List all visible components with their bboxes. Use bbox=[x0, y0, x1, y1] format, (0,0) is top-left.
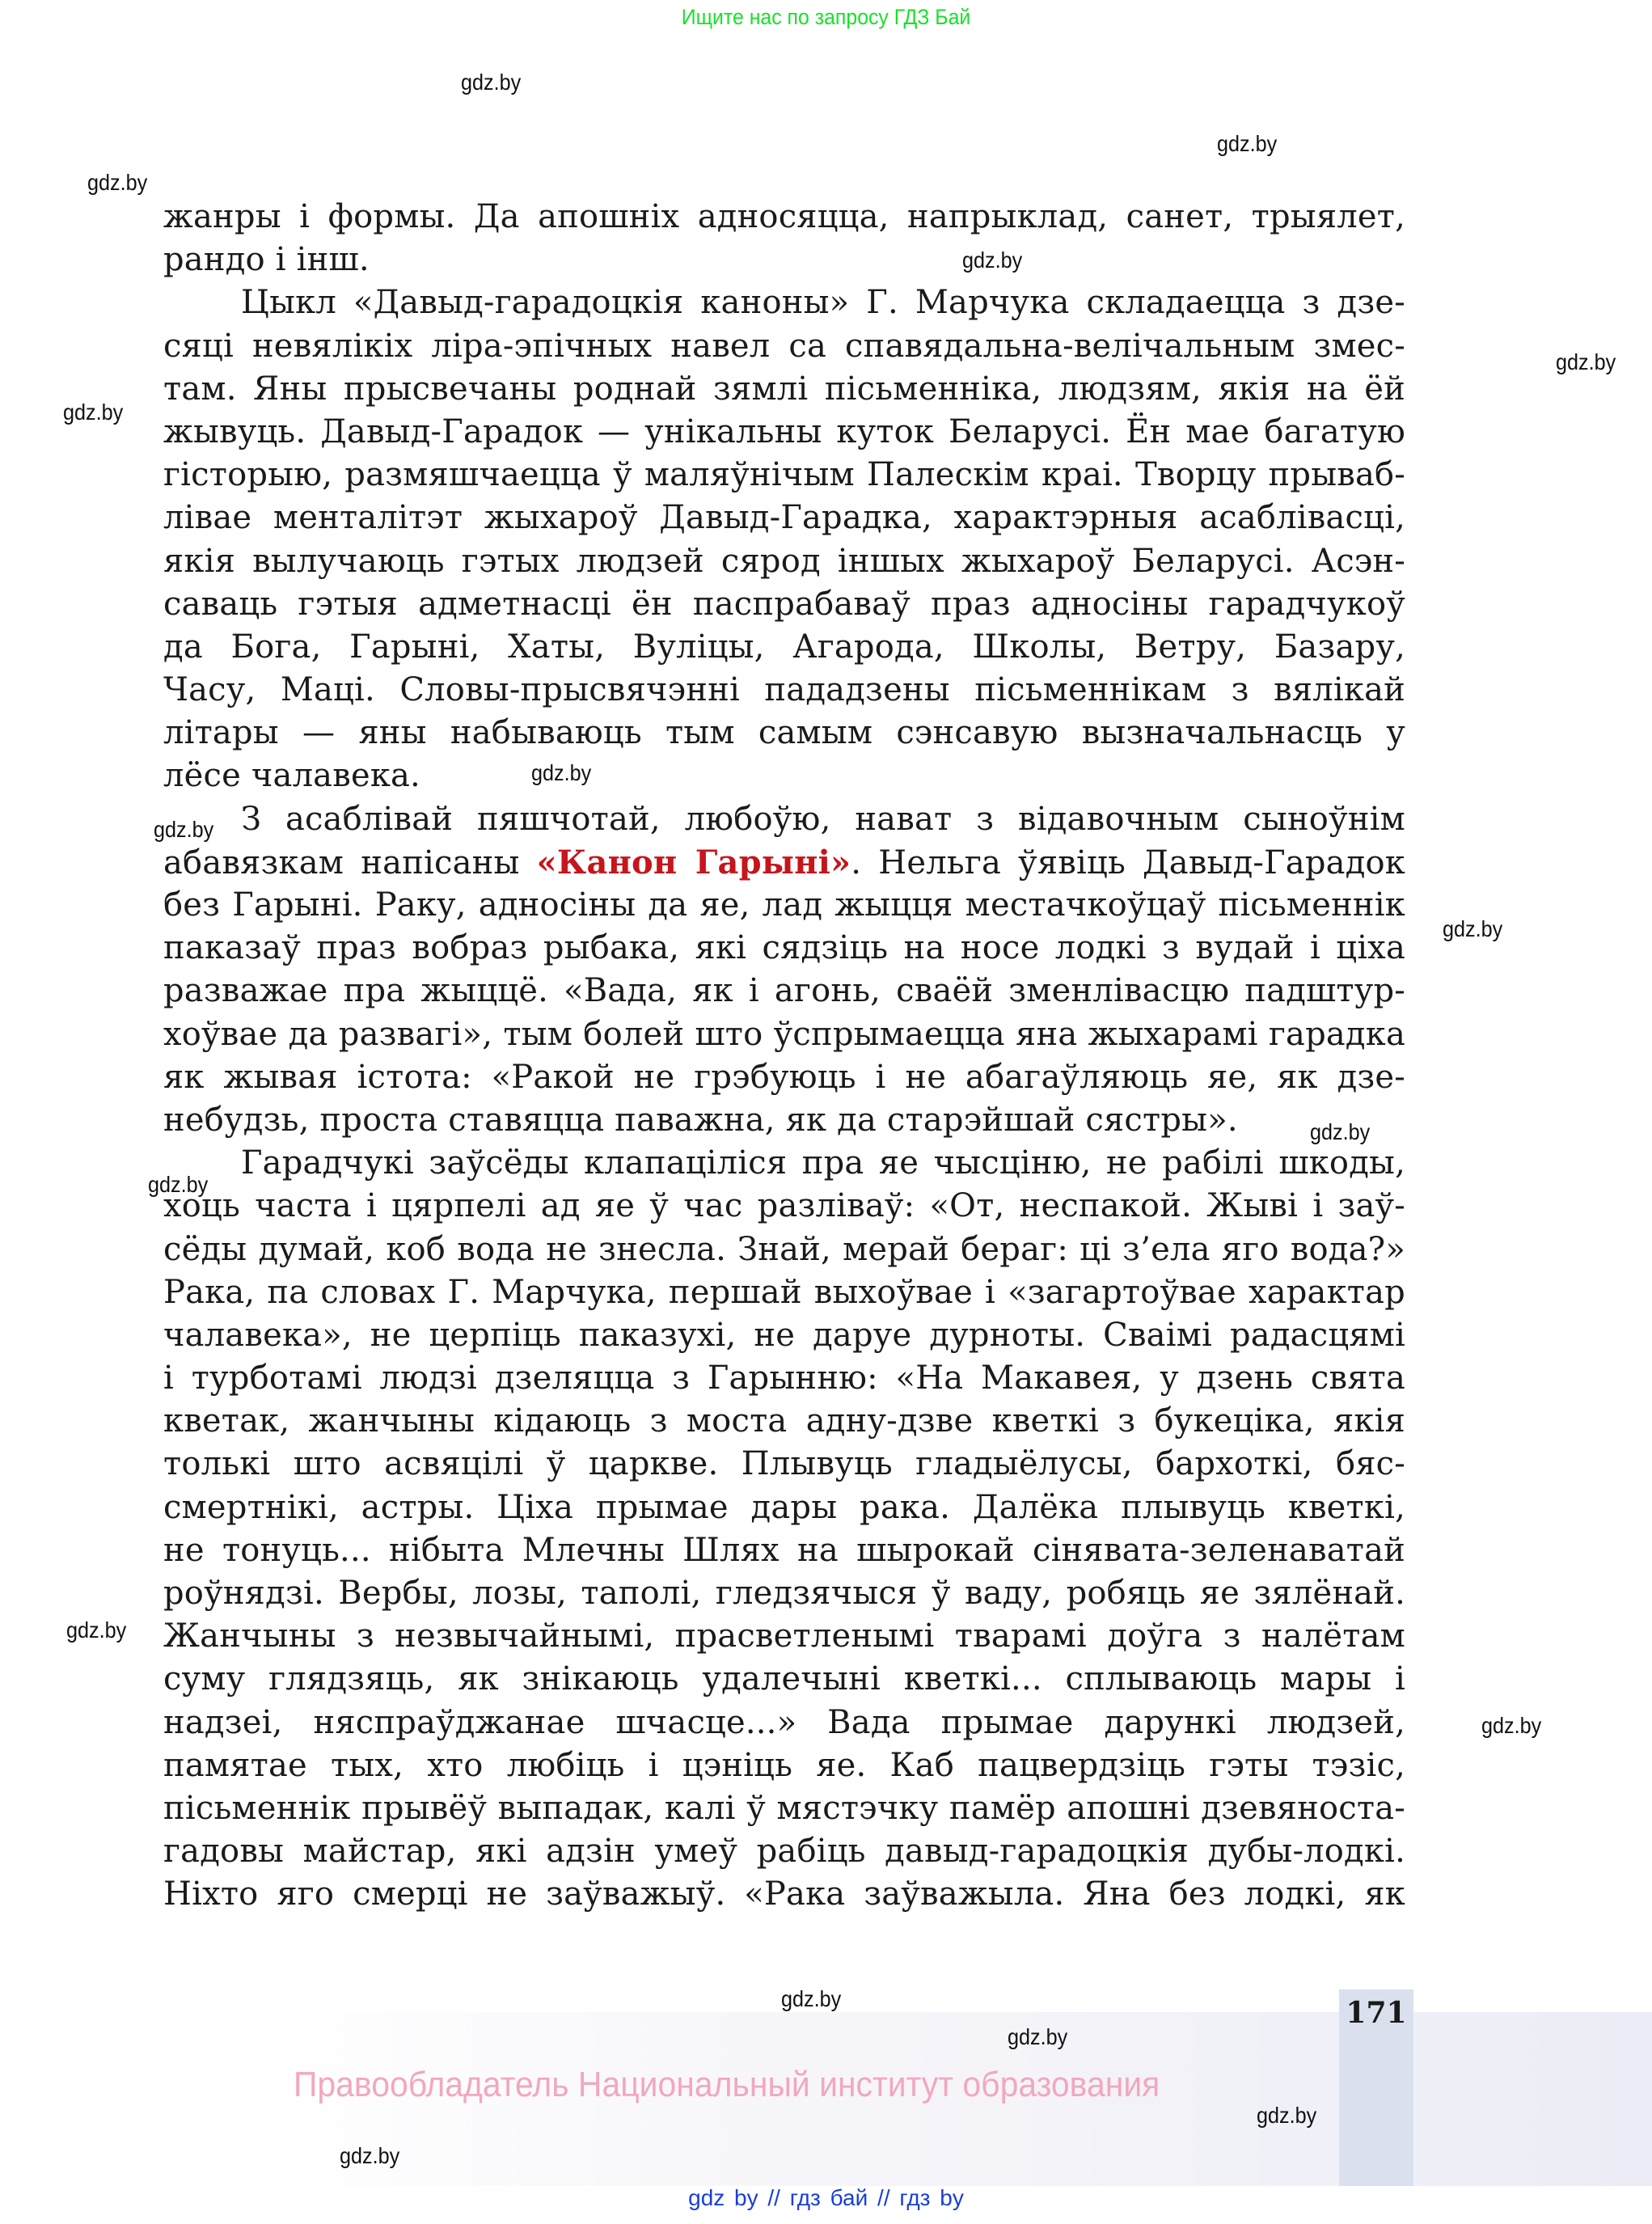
watermark: gdz.by bbox=[148, 1172, 209, 1197]
watermark: gdz.by bbox=[962, 247, 1023, 273]
watermark: gdz.by bbox=[87, 170, 148, 195]
text-line: небудзь, проста ставяцца паважна, як да старэйшай сястры». bbox=[163, 1101, 1238, 1139]
watermark: gdz.by bbox=[63, 400, 124, 425]
text-line: рандо і інш. bbox=[163, 241, 370, 279]
text-line: Гарадчукі заўсёды клапаціліся пра яе чысціню, не рабілі шкоды, bbox=[241, 1144, 1405, 1182]
text-line: пісьменнік прывёў выпадак, калі ў мястэчку памёр апошні дзевяноста- bbox=[163, 1789, 1405, 1827]
text-line: кветак, жанчыны кідаюць з моста адну-дзве кветкі з букеціка, якія bbox=[163, 1402, 1405, 1440]
text-line: жанры і формы. Да апошніх адносяцца, напрыклад, санет, трыялет, bbox=[163, 198, 1405, 235]
watermark: gdz.by bbox=[340, 2143, 400, 2168]
text-fragment: . Нельга ўявіць Давыд-Гарадок bbox=[851, 844, 1406, 882]
search-banner: Ищите нас по запросу ГДЗ Бай bbox=[681, 5, 971, 29]
watermark: gdz.by bbox=[154, 817, 214, 842]
text-line: сёды думай, коб вода не знесла. Знай, мерай бераг: ці з’ела яго вода?» bbox=[163, 1230, 1405, 1268]
text-line: Цыкл «Давыд-гарадоцкія каноны» Г. Марчука складаецца з дзе- bbox=[241, 284, 1405, 322]
text-line: і турботамі людзі дзеляцца з Гарынню: «На Макавея, у дзень свята bbox=[163, 1359, 1405, 1397]
text-line: З асаблівай пяшчотай, любоўю, нават з відавочным сыноўнім bbox=[241, 800, 1405, 838]
work-title-highlight: «Канон Гарыні» bbox=[536, 843, 851, 882]
watermark: gdz.by bbox=[531, 760, 592, 785]
text-line: роўнядзі. Вербы, лозы, таполі, гледзячыся ў ваду, робяць яе зялёнай. bbox=[163, 1575, 1405, 1612]
text-line: якія вылучаюць гэтых людзей сярод іншых жыхароў Беларусі. Асэн- bbox=[163, 542, 1405, 580]
text-line: памятае тых, хто любіць і цэніць яе. Каб пацвердзіць гэты тэзіс, bbox=[163, 1746, 1405, 1784]
watermark: gdz.by bbox=[1217, 131, 1278, 156]
text-line: разважае пра жыццё. «Вада, як і агонь, сваёй зменлівасцю падштур- bbox=[163, 972, 1405, 1010]
page-number: 171 bbox=[1346, 1996, 1407, 2030]
text-line: лёсе чалавека. bbox=[163, 757, 420, 795]
text-line: жывуць. Давыд-Гарадок — унікальны куток Беларусі. Ён мае багатую bbox=[163, 412, 1405, 450]
watermark: gdz.by bbox=[1310, 1119, 1371, 1144]
text-line: не тонуць... нібыта Млечны Шлях на шырокай сінявата-зеленаватай bbox=[163, 1531, 1405, 1569]
text-line: суму глядзяць, як знікаюць удалечыні кветкі... сплываюць мары і bbox=[163, 1660, 1405, 1698]
text-line: літары — яны набываюць тым самым сэнсавую вызначальнасць у bbox=[163, 714, 1405, 752]
text-line: хоўвае да развагі», тым болей што ўспрымаецца яна жыхарамі гарадка bbox=[163, 1015, 1405, 1053]
body-text bbox=[163, 196, 1405, 1917]
text-line: Жанчыны з незвычайнымі, прасветленымі тварамі доўга з налётам bbox=[163, 1617, 1405, 1655]
text-line: без Гарыні. Раку, адносіны да яе, лад жыцця местачкоўцаў пісьменнік bbox=[163, 886, 1405, 924]
watermark: gdz.by bbox=[1443, 916, 1503, 941]
text-line: толькі што асвяцілі ў царкве. Плывуць гладыёлусы, бархоткі, бяс- bbox=[163, 1445, 1405, 1483]
text-line: чалавека», не церпіць паказухі, не даруе дурноты. Сваімі радасцямі bbox=[163, 1316, 1405, 1354]
text-line: лівае менталітэт жыхароў Давыд-Гарадка, характэрныя асаблівасці, bbox=[163, 499, 1405, 537]
watermark: gdz.by bbox=[1556, 349, 1616, 374]
footer-links[interactable]: gdz by // гдз бай // гдз by bbox=[688, 2185, 964, 2210]
text-line: надзеі, няспраўджанае шчасце...» Вада прымае дарункі людзей, bbox=[163, 1703, 1405, 1741]
text-line: паказаў праз вобраз рыбака, які сядзіць на носе лодкі з вудай і ціха bbox=[163, 929, 1405, 967]
text-line: гадовы майстар, які адзін умеў рабіць давыд-гарадоцкія дубы-лодкі. bbox=[163, 1833, 1405, 1871]
text-line: там. Яны прысвечаны роднай зямлі пісьменніка, людзям, якія на ёй bbox=[163, 370, 1405, 408]
text-line: хоць часта і цярпелі ад яе ў час разліваў: «От, неспакой. Жыві і заў- bbox=[163, 1187, 1405, 1225]
text-line: Ніхто яго смерці не заўважыў. «Рака заўважыла. Яна без лодкі, як bbox=[163, 1875, 1405, 1913]
watermark: gdz.by bbox=[461, 70, 522, 95]
text-line bbox=[163, 841, 1405, 884]
watermark: gdz.by bbox=[1481, 1713, 1542, 1738]
text-line: Рака, па словах Г. Марчука, першай выхоўвае і «загартоўвае характар bbox=[163, 1273, 1405, 1311]
watermark: gdz.by bbox=[66, 1617, 127, 1643]
watermark: gdz.by bbox=[781, 1986, 842, 2011]
text-line: гісторыю, размяшчаецца ў маляўнічым Палескім краі. Творцу прываб- bbox=[163, 456, 1405, 494]
text-line: смертнікі, астры. Ціха прымае дары рака. Далёка плывуць кветкі, bbox=[163, 1488, 1405, 1526]
text-line: да Бога, Гарыні, Хаты, Вуліцы, Агарода, Школы, Ветру, Базару, bbox=[163, 628, 1405, 666]
text-line: саваць гэтыя адметнасці ён паспрабаваў праз адносіны гарадчукоў bbox=[163, 585, 1405, 623]
text-line: Часу, Маці. Словы-прысвячэнні пададзены пісьменнікам з вялікай bbox=[163, 671, 1405, 709]
text-line: сяці невялікіх ліра-эпічных навел са спавядальна-велічальным змес- bbox=[163, 327, 1405, 365]
text-fragment: абавязкам напісаны bbox=[163, 844, 537, 882]
watermark: gdz.by bbox=[1008, 2024, 1068, 2049]
watermark: gdz.by bbox=[1257, 2103, 1317, 2128]
text-line: як жывая істота: «Ракой не грэбуюць і не абагаўляюць яе, як дзе- bbox=[163, 1058, 1405, 1096]
rights-holder-notice: Правообладатель Национальный институт образования bbox=[294, 2065, 1160, 2104]
